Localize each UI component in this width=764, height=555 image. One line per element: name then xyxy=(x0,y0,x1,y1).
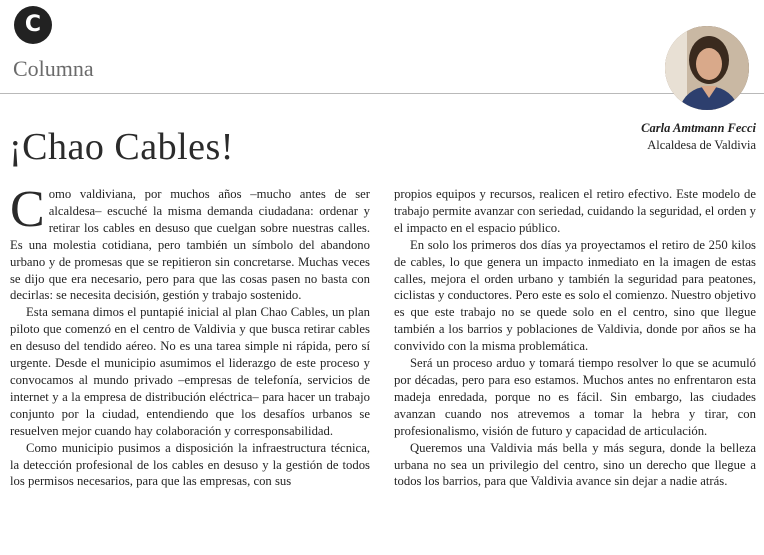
article-paragraph: Queremos una Valdivia más bella y más segura, donde la belleza urbana no sea un privilegio del centro, sino un derecho que llegue a todos los barrios, para que Valdivia avance sin dejar a nadie atrás. xyxy=(394,440,756,489)
article-paragraph: Como municipio pusimos a disposición la infraestructura técnica, la detección profesional de los cables en desuso y la gestión de todos los permisos necesarios, para que las empresas, con sus xyxy=(10,440,370,489)
author-role: Alcaldesa de Valdivia xyxy=(647,138,756,152)
article-headline: ¡Chao Cables! xyxy=(9,126,234,168)
section-label: Columna xyxy=(13,56,94,81)
author-name: Carla Amtmann Fecci xyxy=(641,121,756,135)
header-divider xyxy=(0,93,764,94)
author-portrait-image xyxy=(665,26,749,110)
author-photo xyxy=(665,26,749,110)
drop-cap: C xyxy=(10,181,45,238)
paragraph-text: omo valdiviana, por muchos años –mucho antes de ser alcaldesa– escuché la misma demanda ciudadana: ordenar y retirar los cables en desuso que cuelgan sobre nuestras calles. Es una molestia cotidiana, pero también un símbolo del abandono urbano y de promesas que se repitieron sin concretarse. Muchas veces se dijo que era necesario, pero para que las cosas pasen no basta con decirlas: se necesita decisión, gestión y trabajo sostenido. xyxy=(10,187,370,303)
article-paragraph: En solo los primeros dos días ya proyectamos el retiro de 250 kilos de cables, lo que genera un impacto inmediato en la imagen de estas calles, mejora el orden urbano y también la seguridad para peatones, ciclistas y conductores. Pero este es solo el comienzo. Nuestro objetivo es que este trabajo no se quede solo en el centro, sino que llegue también a los barrios y poblaciones de Valdivia, donde por años se ha convivido con la misma problemática. xyxy=(394,237,756,354)
article-paragraph: Será un proceso arduo y tomará tiempo resolver lo que se acumuló por décadas, pero para eso estamos. Muchos antes no enfrentaron esta madeja enredada, porque no es fácil. Sin embargo, las ciudades avanzan cuando nos atrevemos a tomar la hebra y tirar, con profesionalismo, visión de futuro y capacidad de articulación. xyxy=(394,356,756,438)
article-paragraph xyxy=(10,181,370,304)
article-column-left xyxy=(10,181,370,490)
section-badge: C xyxy=(14,6,52,44)
article-paragraph: propios equipos y recursos, realicen el retiro efectivo. Este modelo de trabajo permite avanzar con seriedad, cuidando la seguridad, el orden y el impacto en el espacio público. xyxy=(394,187,756,235)
article-paragraph: Esta semana dimos el puntapié inicial al plan Chao Cables, un plan piloto que comenzó en el centro de Valdivia y que busca retirar cables en desuso del tendido aéreo. No es una tarea simple ni rápida, pero sí urgente. Desde el municipio asumimos el liderazgo de este proceso y convocamos al mundo privado –empresas de telefonía, servicios de internet y a la empresa de distribución eléctrica– para hacer un trabajo conjunto por la ciudad, entendiendo que los desafíos urbanos se resuelven mejor cuando hay colaboración y corresponsabilidad. xyxy=(10,305,370,438)
article-column-right xyxy=(394,186,756,490)
